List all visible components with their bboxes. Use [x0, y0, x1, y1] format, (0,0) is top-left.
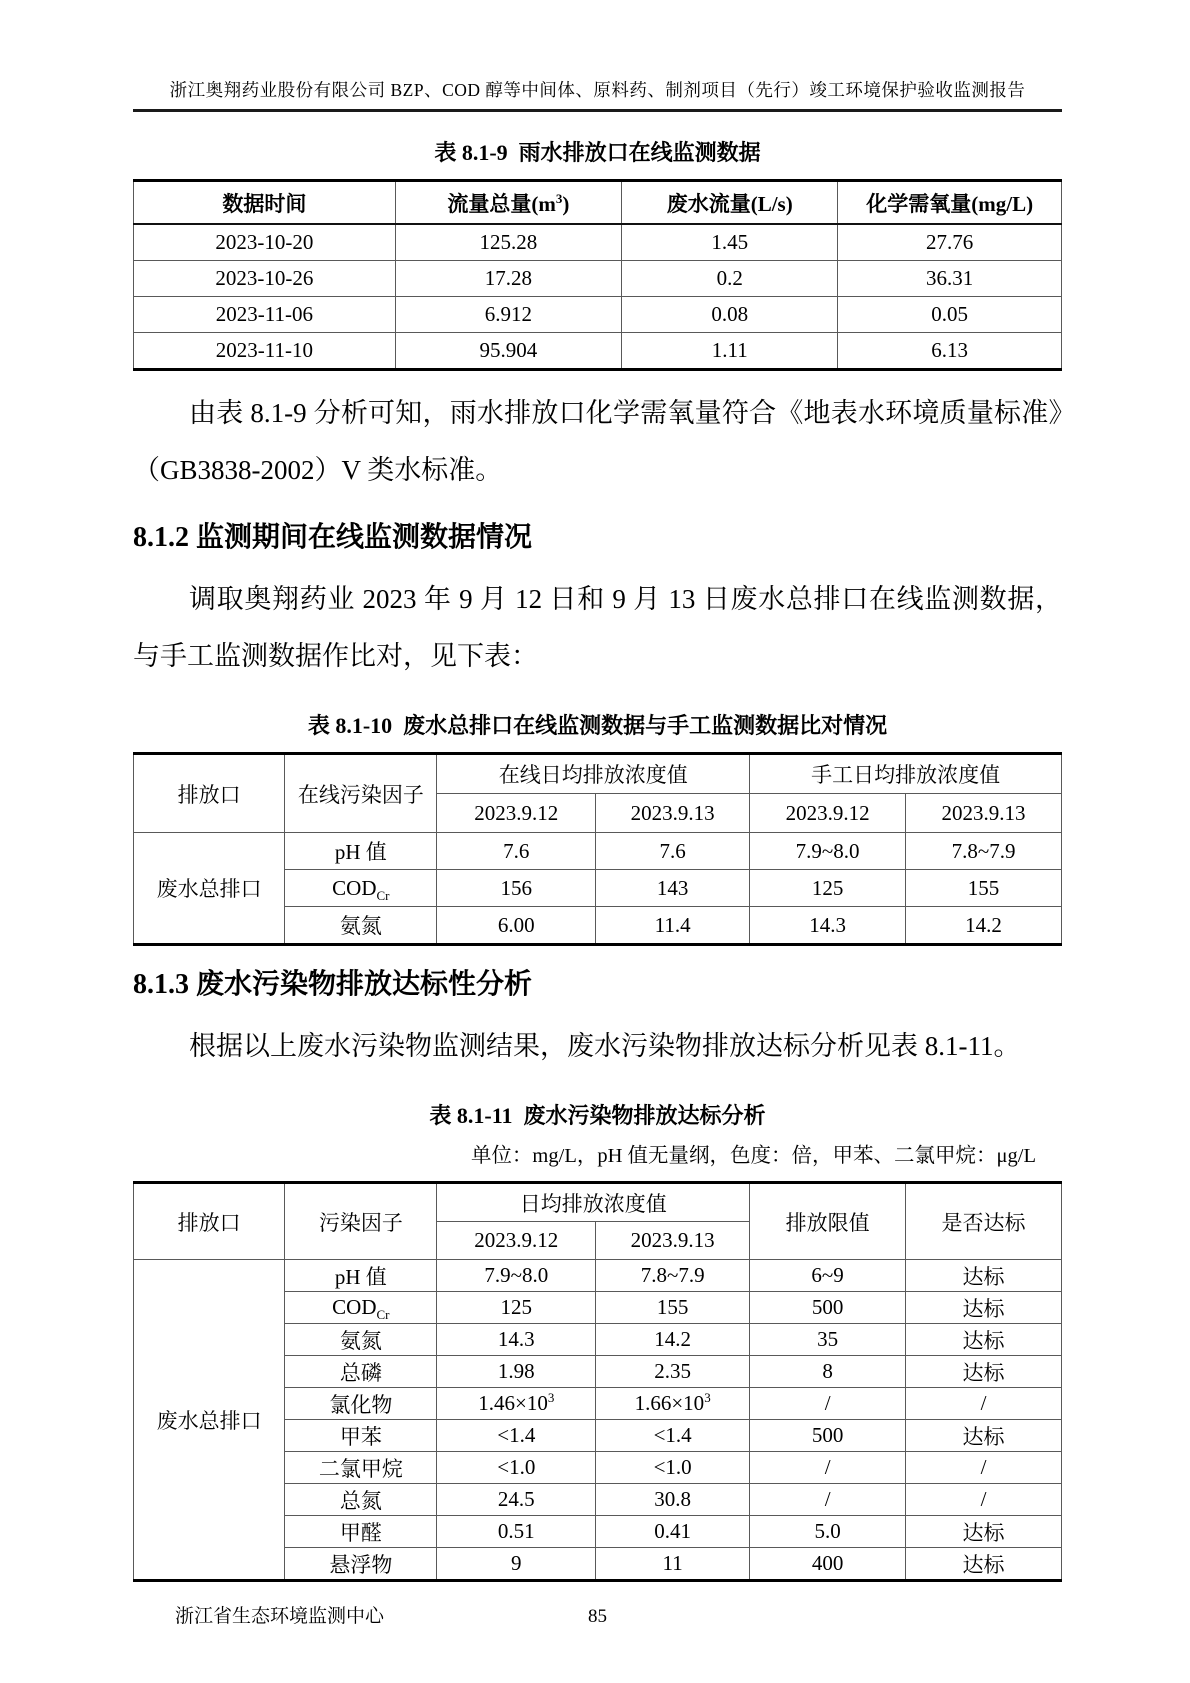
value-superscript: 3 — [547, 1390, 555, 1405]
limit-cell: 8 — [750, 1356, 906, 1388]
cod-subscript: Cr — [376, 887, 390, 903]
table-row — [134, 833, 1062, 870]
data-cell: 125.28 — [395, 224, 621, 261]
factor-cell: 甲苯 — [285, 1420, 437, 1452]
data-cell: 7.8~7.9 — [596, 1260, 750, 1292]
table-8-1-9-title — [133, 138, 1062, 168]
date-cell: 2023-10-26 — [134, 261, 396, 297]
data-cell: 11.4 — [596, 907, 750, 945]
table-row — [134, 333, 1062, 370]
compliance-cell: 达标 — [906, 1516, 1062, 1548]
col-header-online-factor: 在线污染因子 — [285, 754, 437, 833]
factor-cell: pH 值 — [285, 1260, 437, 1292]
data-cell: 6.00 — [437, 907, 596, 945]
data-cell: 36.31 — [838, 261, 1062, 297]
date-header: 2023.9.12 — [437, 1222, 596, 1260]
data-cell: <1.4 — [437, 1420, 596, 1452]
data-cell: 156 — [437, 870, 596, 907]
limit-cell: 500 — [750, 1420, 906, 1452]
limit-cell: 5.0 — [750, 1516, 906, 1548]
col-header-limit: 排放限值 — [750, 1183, 906, 1260]
data-cell: 0.51 — [437, 1516, 596, 1548]
heading-8-1-2: 8.1.2 监测期间在线监测数据情况 — [133, 522, 533, 553]
cod-base: COD — [332, 875, 377, 900]
col-header-outlet: 排放口 — [134, 754, 285, 833]
table-8-1-9 — [133, 179, 1062, 371]
table-8-1-11-caption: 废水污染物排放达标分析 — [523, 1103, 766, 1128]
factor-cell: 总磷 — [285, 1356, 437, 1388]
compliance-cell: 达标 — [906, 1260, 1062, 1292]
data-cell: 7.9~8.0 — [750, 833, 906, 870]
table-8-1-9-caption: 雨水排放口在线监测数据 — [518, 140, 761, 165]
date-header: 2023.9.13 — [906, 794, 1062, 833]
limit-cell: 400 — [750, 1548, 906, 1581]
unit-note: 单位：mg/L，pH 值无量纲，色度：倍，甲苯、二氯甲烷：μg/L — [470, 1145, 1036, 1167]
value-superscript: 3 — [704, 1390, 711, 1405]
data-cell: 1.98 — [437, 1356, 596, 1388]
cod-subscript: Cr — [376, 1307, 390, 1323]
flow-total-close: ) — [562, 191, 570, 216]
group-header-online: 在线日均排放浓度值 — [437, 754, 750, 794]
factor-cell: 氯化物 — [285, 1388, 437, 1420]
table-8-1-10-caption: 废水总排口在线监测数据与手工监测数据比对情况 — [403, 713, 888, 738]
page-footer — [133, 1604, 1062, 1630]
data-cell: <1.0 — [437, 1452, 596, 1484]
data-cell: 155 — [596, 1292, 750, 1324]
data-cell: 1.45 — [622, 224, 838, 261]
col-header-cod: 化学需氧量(mg/L) — [838, 181, 1062, 225]
data-cell — [596, 1388, 750, 1420]
data-cell: 24.5 — [437, 1484, 596, 1516]
factor-cell: 氨氮 — [285, 1324, 437, 1356]
compliance-cell: / — [906, 1388, 1062, 1420]
data-cell: 0.2 — [622, 261, 838, 297]
heading-8-1-3: 8.1.3 废水污染物排放达标性分析 — [133, 969, 533, 1000]
table-row — [134, 1260, 1062, 1292]
group-header-manual: 手工日均排放浓度值 — [750, 754, 1062, 794]
compliance-cell: 达标 — [906, 1356, 1062, 1388]
data-cell: 14.3 — [750, 907, 906, 945]
table-8-1-11-title — [133, 1101, 1062, 1131]
date-header: 2023.9.13 — [596, 794, 750, 833]
data-cell: 125 — [750, 870, 906, 907]
compliance-cell: 达标 — [906, 1324, 1062, 1356]
factor-cell: pH 值 — [285, 833, 437, 870]
outlet-cell: 废水总排口 — [134, 833, 285, 945]
data-cell: <1.4 — [596, 1420, 750, 1452]
factor-cell — [285, 870, 437, 907]
data-cell: 155 — [906, 870, 1062, 907]
compliance-cell: 达标 — [906, 1292, 1062, 1324]
table-8-1-11 — [133, 1181, 1062, 1582]
factor-cell: 甲醛 — [285, 1516, 437, 1548]
table-8-1-10-title — [133, 711, 1062, 741]
data-cell: 7.9~8.0 — [437, 1260, 596, 1292]
value-base: 1.66×10 — [634, 1391, 705, 1415]
data-cell: 143 — [596, 870, 750, 907]
table-row — [134, 297, 1062, 333]
date-cell: 2023-11-06 — [134, 297, 396, 333]
limit-cell: / — [750, 1388, 906, 1420]
data-cell: 17.28 — [395, 261, 621, 297]
para-8-1-3: 根据以上废水污染物监测结果，废水污染物排放达标分析见表 8.1-11。 — [189, 1031, 1021, 1061]
limit-cell: 500 — [750, 1292, 906, 1324]
data-cell: 7.6 — [437, 833, 596, 870]
data-cell — [437, 1388, 596, 1420]
table-row — [134, 261, 1062, 297]
factor-cell: 氨氮 — [285, 907, 437, 945]
data-cell: 30.8 — [596, 1484, 750, 1516]
table-header-row — [134, 754, 1062, 794]
date-header: 2023.9.12 — [437, 794, 596, 833]
outlet-cell: 废水总排口 — [134, 1260, 285, 1581]
col-header-wastewater-flow: 废水流量(L/s) — [622, 181, 838, 225]
flow-total-superscript: 3 — [555, 190, 563, 206]
limit-cell: / — [750, 1484, 906, 1516]
table-row — [134, 224, 1062, 261]
compliance-cell: 达标 — [906, 1548, 1062, 1581]
compliance-cell: / — [906, 1452, 1062, 1484]
group-header-daily-concentration: 日均排放浓度值 — [437, 1183, 750, 1222]
factor-cell: 总氮 — [285, 1484, 437, 1516]
data-cell: 0.08 — [622, 297, 838, 333]
table-header-row — [134, 1183, 1062, 1222]
footer-organization: 浙江省生态环境监测中心 — [175, 1606, 385, 1627]
page-header — [133, 78, 1062, 102]
data-cell: 14.2 — [906, 907, 1062, 945]
table-8-1-10 — [133, 752, 1062, 946]
data-cell: 2.35 — [596, 1356, 750, 1388]
data-cell: 6.912 — [395, 297, 621, 333]
data-cell: <1.0 — [596, 1452, 750, 1484]
data-cell: 0.05 — [838, 297, 1062, 333]
data-cell: 95.904 — [395, 333, 621, 370]
data-cell: 7.8~7.9 — [906, 833, 1062, 870]
factor-cell: 二氯甲烷 — [285, 1452, 437, 1484]
header-divider — [133, 109, 1062, 112]
cod-base: COD — [332, 1295, 377, 1319]
table-header-row — [134, 181, 1062, 225]
para-8-1-2: 调取奥翔药业 2023 年 9 月 12 日和 9 月 13 日废水总排口在线监测数据，与手工监测数据作比对，见下表： — [133, 584, 1062, 671]
data-cell: 9 — [437, 1548, 596, 1581]
limit-cell: 35 — [750, 1324, 906, 1356]
data-cell: 0.41 — [596, 1516, 750, 1548]
col-header-flow-total — [395, 181, 621, 225]
data-cell: 7.6 — [596, 833, 750, 870]
limit-cell: 6~9 — [750, 1260, 906, 1292]
table-8-1-9-label: 表 8.1-9 — [434, 140, 508, 165]
table-8-1-11-label: 表 8.1-11 — [429, 1103, 513, 1128]
compliance-cell: 达标 — [906, 1420, 1062, 1452]
report-header-title: 浙江奥翔药业股份有限公司 BZP、COD 醇等中间体、原料药、制剂项目（先行）竣工环境保护验收监测报告 — [169, 80, 1026, 100]
data-cell: 125 — [437, 1292, 596, 1324]
value-base: 1.46×10 — [478, 1391, 548, 1415]
para-table9-analysis: 由表 8.1-9 分析可知，雨水排放口化学需氧量符合《地表水环境质量标准》（GB3838-2002）V 类水标准。 — [133, 398, 1062, 485]
factor-cell: 悬浮物 — [285, 1548, 437, 1581]
date-header: 2023.9.12 — [750, 794, 906, 833]
data-cell: 27.76 — [838, 224, 1062, 261]
col-header-factor: 污染因子 — [285, 1183, 437, 1260]
data-cell: 1.11 — [622, 333, 838, 370]
factor-cell — [285, 1292, 437, 1324]
data-cell: 6.13 — [838, 333, 1062, 370]
date-cell: 2023-11-10 — [134, 333, 396, 370]
page-number: 85 — [588, 1606, 607, 1627]
col-header-data-time: 数据时间 — [134, 181, 396, 225]
data-cell: 14.3 — [437, 1324, 596, 1356]
compliance-cell: / — [906, 1484, 1062, 1516]
col-header-outlet: 排放口 — [134, 1183, 285, 1260]
date-cell: 2023-10-20 — [134, 224, 396, 261]
col-header-compliance: 是否达标 — [906, 1183, 1062, 1260]
date-header: 2023.9.13 — [596, 1222, 750, 1260]
flow-total-text: 流量总量(m — [447, 191, 556, 216]
data-cell: 11 — [596, 1548, 750, 1581]
limit-cell: / — [750, 1452, 906, 1484]
table-8-1-10-label: 表 8.1-10 — [307, 713, 393, 738]
data-cell: 14.2 — [596, 1324, 750, 1356]
